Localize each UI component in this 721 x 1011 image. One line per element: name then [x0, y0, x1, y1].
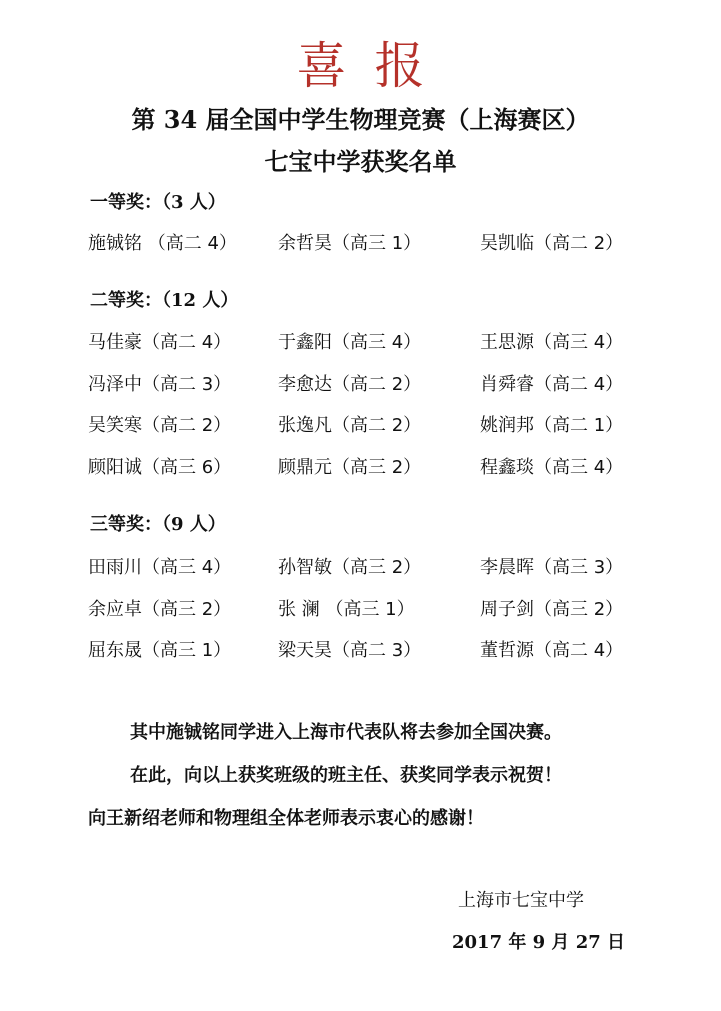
closing-paragraph: 向王新绍老师和物理组全体老师表示衷心的感谢！ [88, 808, 484, 829]
second-prize-heading: 二等奖：（12 人） [90, 290, 239, 311]
winner-entry: 冯泽中（高二 3） [88, 374, 232, 395]
table-row [0, 413, 721, 439]
first-prize-heading: 一等奖：（3 人） [90, 192, 226, 213]
winner-entry: 程鑫琰（高三 4） [480, 457, 624, 478]
winner-entry: 余哲昊（高三 1） [278, 233, 422, 254]
winner-entry: 施铖铭 （高二 4） [88, 233, 237, 254]
signature-org: 上海市七宝中学 [458, 890, 584, 911]
table-row [0, 638, 721, 664]
winner-entry: 李晨晖（高三 3） [480, 557, 624, 578]
winner-entry: 田雨川（高三 4） [88, 557, 232, 578]
closing-paragraph: 其中施铖铭同学进入上海市代表队将去参加全国决赛。 [130, 722, 562, 743]
winner-entry: 梁天昊（高二 3） [278, 640, 422, 661]
page-title: 喜报 [296, 37, 453, 95]
list-title: 七宝中学获奖名单 [264, 147, 457, 176]
winner-entry: 吴笑寒（高二 2） [88, 415, 232, 436]
winner-entry: 周子剑（高三 2） [480, 599, 624, 620]
signature-date: 2017 年 9 月 27 日 [452, 932, 626, 953]
closing-paragraph: 在此，向以上获奖班级的班主任、获奖同学表示祝贺！ [130, 765, 562, 786]
winner-entry: 吴凯临（高二 2） [480, 233, 624, 254]
winner-entry: 董哲源（高二 4） [480, 640, 624, 661]
third-prize-heading: 三等奖：（9 人） [90, 514, 226, 535]
winner-entry: 于鑫阳（高三 4） [278, 332, 422, 353]
winner-entry: 姚润邦（高二 1） [480, 415, 624, 436]
winner-entry: 王思源（高三 4） [480, 332, 624, 353]
winner-entry: 孙智敏（高三 2） [278, 557, 422, 578]
winner-entry: 李愈达（高二 2） [278, 374, 422, 395]
table-row [0, 455, 721, 481]
table-row [0, 330, 721, 356]
competition-title: 第 34 届全国中学生物理竞赛（上海赛区） [131, 105, 590, 134]
winner-entry: 屈东晟（高三 1） [88, 640, 232, 661]
winner-entry: 顾阳诚（高三 6） [88, 457, 232, 478]
winner-entry: 马佳豪（高二 4） [88, 332, 232, 353]
table-row [0, 231, 721, 257]
table-row [0, 597, 721, 623]
winner-entry: 余应卓（高三 2） [88, 599, 232, 620]
winner-entry: 顾鼎元（高三 2） [278, 457, 422, 478]
winner-entry: 张逸凡（高二 2） [278, 415, 422, 436]
winner-entry: 张 澜 （高三 1） [278, 599, 415, 620]
table-row [0, 555, 721, 581]
winner-entry: 肖舜睿（高二 4） [480, 374, 624, 395]
table-row [0, 372, 721, 398]
